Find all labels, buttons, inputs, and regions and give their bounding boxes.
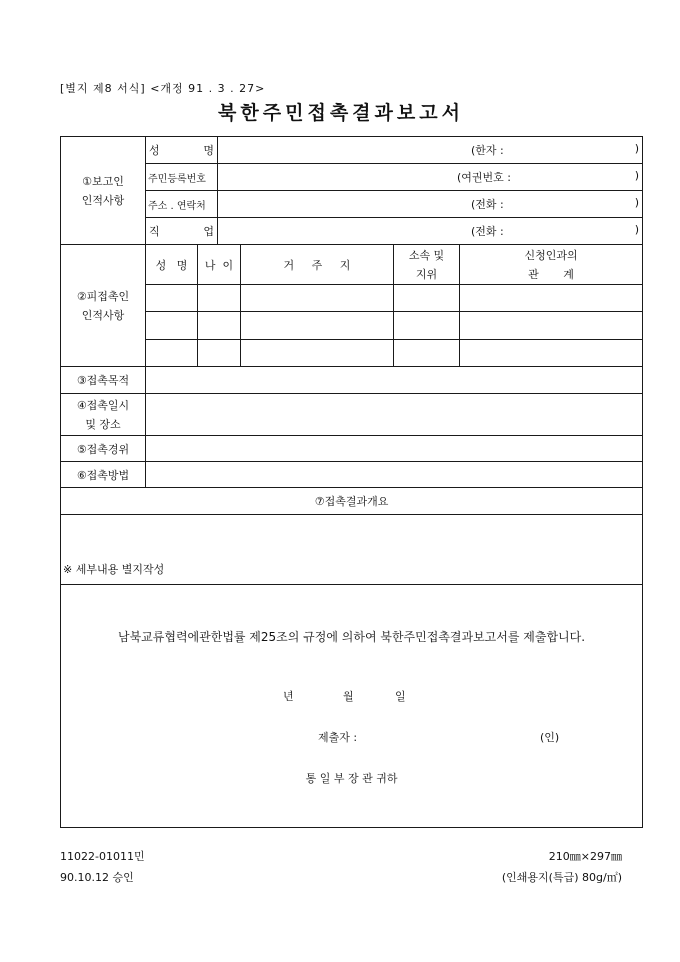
background-row — [61, 436, 643, 462]
contact-affiliation-cell[interactable] — [394, 312, 460, 340]
addressee: 통 일 부 장 관 귀하 — [305, 772, 398, 785]
contact-age-cell[interactable] — [198, 285, 241, 312]
date-month-label: 월 — [343, 690, 354, 703]
approval-date: 90.10.12 승인 — [60, 871, 134, 884]
background-label: ⑤접촉경위 — [61, 436, 146, 462]
col-header-relation: 신청인과의 관 계 — [460, 245, 643, 285]
datetime-row — [61, 394, 643, 436]
contact-address-cell[interactable] — [241, 312, 394, 340]
contact-age-cell[interactable] — [198, 312, 241, 340]
summary-body-row — [61, 515, 643, 585]
contact-label: ②피접촉인 인적사항 — [61, 245, 146, 367]
purpose-row — [61, 367, 643, 394]
col-header-address: 거 주 지 — [241, 245, 394, 285]
datetime-label: ④접촉일시 및 장소 — [61, 394, 146, 436]
col-header-age: 나 이 — [198, 245, 241, 285]
document-title: 북한주민접촉결과보고서 — [218, 102, 464, 124]
contact-header-row — [61, 245, 643, 285]
form-number: 11022-01011민 — [60, 850, 145, 863]
detail-note: ※ 세부내용 별지작성 — [63, 563, 165, 576]
paper-size: 210㎜×297㎜ — [548, 850, 622, 863]
reporter-id-field[interactable]: (여권번호 : ) — [218, 164, 643, 191]
contact-relation-cell[interactable] — [460, 312, 643, 340]
declaration-row — [61, 585, 643, 828]
summary-label: ⑦접촉결과개요 — [61, 488, 643, 515]
submitter-label: 제출자 : — [318, 731, 358, 744]
method-label: ⑥접촉방법 — [61, 462, 146, 488]
reporter-row-address — [61, 191, 643, 218]
reporter-row-id — [61, 164, 643, 191]
contact-row — [61, 312, 643, 340]
reporter-row-name — [61, 137, 643, 164]
contact-address-cell[interactable] — [241, 285, 394, 312]
reporter-address-label: 주소 . 연락처 — [146, 191, 218, 218]
contact-row — [61, 285, 643, 312]
contact-name-cell[interactable] — [146, 312, 198, 340]
contact-address-cell[interactable] — [241, 340, 394, 367]
reporter-occupation-field[interactable]: (전화 : ) — [218, 218, 643, 245]
contact-name-cell[interactable] — [146, 340, 198, 367]
date-day-label: 일 — [395, 690, 406, 703]
reporter-name-label: 성 명 — [146, 137, 218, 164]
reporter-occupation-label: 직 업 — [146, 218, 218, 245]
reporter-address-field[interactable]: (전화 : ) — [218, 191, 643, 218]
report-form-table — [60, 136, 643, 828]
method-row — [61, 462, 643, 488]
col-header-affiliation: 소속 및 지위 — [394, 245, 460, 285]
purpose-field[interactable] — [146, 367, 643, 394]
purpose-label: ③접촉목적 — [61, 367, 146, 394]
datetime-field[interactable] — [146, 394, 643, 436]
reporter-name-field[interactable]: (한자 : ) — [218, 137, 643, 164]
col-header-name: 성 명 — [146, 245, 198, 285]
form-reference: [별지 제8 서식] <개정 91 . 3 . 27> — [60, 82, 266, 95]
date-year-label: 년 — [283, 690, 294, 703]
declaration-statement: 남북교류협력에관한법률 제25조의 규정에 의하여 북한주민접촉결과보고서를 제출합니다. — [117, 630, 586, 644]
contact-name-cell[interactable] — [146, 285, 198, 312]
summary-header-row — [61, 488, 643, 515]
declaration-cell — [61, 585, 643, 828]
seal-mark: (인) — [540, 731, 560, 744]
contact-affiliation-cell[interactable] — [394, 340, 460, 367]
paper-spec: (인쇄용지(특급) 80g/㎡) — [501, 871, 622, 884]
footer-left — [60, 846, 145, 888]
background-field[interactable] — [146, 436, 643, 462]
reporter-id-label: 주민등록번호 — [146, 164, 218, 191]
contact-relation-cell[interactable] — [460, 340, 643, 367]
reporter-label: ①보고인 인적사항 — [61, 137, 146, 245]
contact-row — [61, 340, 643, 367]
reporter-row-occupation — [61, 218, 643, 245]
contact-age-cell[interactable] — [198, 340, 241, 367]
footer-right — [502, 846, 622, 888]
contact-relation-cell[interactable] — [460, 285, 643, 312]
method-field[interactable] — [146, 462, 643, 488]
contact-affiliation-cell[interactable] — [394, 285, 460, 312]
summary-field[interactable] — [61, 515, 643, 585]
